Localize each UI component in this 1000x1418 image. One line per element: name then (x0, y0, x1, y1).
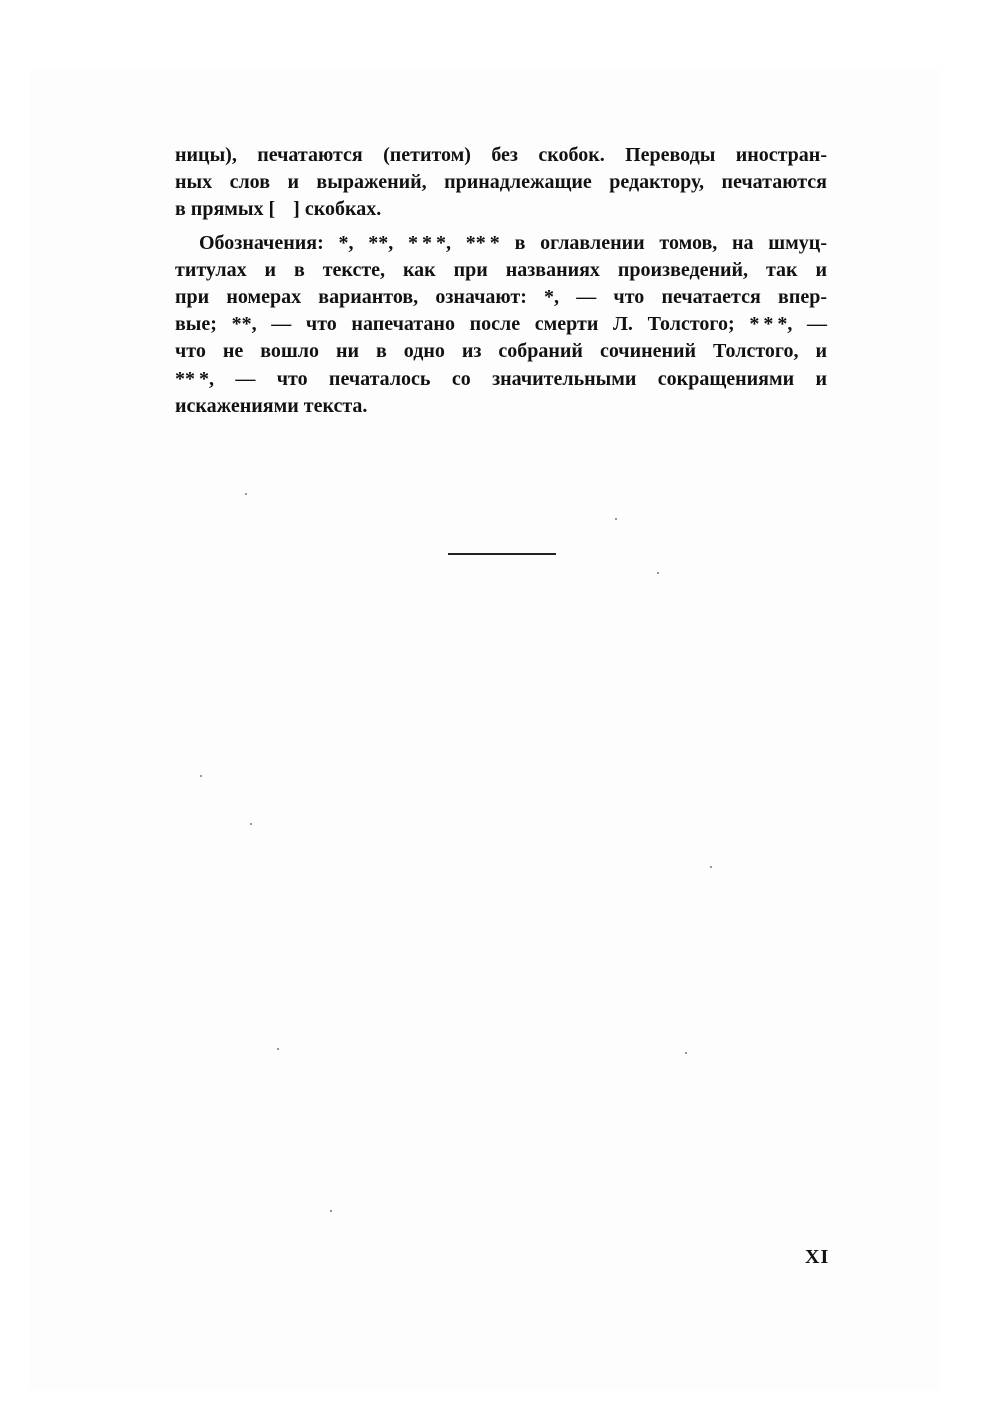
paragraph-editorial-notes (175, 142, 827, 224)
print-speck (615, 518, 617, 520)
print-speck (277, 1048, 279, 1050)
text-line: Обозначения: *, **, * * *, ** * в оглавлении томов, на шмуц- (199, 231, 827, 254)
print-speck (685, 1052, 687, 1054)
section-divider (448, 553, 556, 555)
text-line-start: в прямых [ (175, 198, 276, 221)
print-speck (710, 866, 712, 868)
paragraph-symbols-legend (175, 230, 827, 420)
text-line: искажениями текста. (175, 394, 368, 417)
print-speck (330, 1210, 332, 1212)
text-line: при номерах вариантов, означают: *, — что печатается впер- (175, 286, 827, 309)
body-text (175, 142, 827, 420)
text-line: что не вошло ни в одно из собраний сочинений Толстого, и (175, 340, 827, 363)
print-speck (245, 493, 247, 495)
text-line: ницы), печатаются (петитом) без скобок. Переводы иностран- (175, 144, 827, 166)
print-speck (657, 572, 659, 574)
print-speck (250, 823, 252, 825)
text-line-end: ] скобках. (293, 198, 382, 221)
text-line: ных слов и выражений, принадлежащие редактору, печатаются (175, 171, 827, 194)
text-line: титулах и в тексте, как при названиях произведений, так и (175, 258, 827, 281)
page-number: XI (805, 1246, 830, 1268)
text-line (175, 196, 827, 223)
text-line: вые; **, — что напечатано после смерти Л. Толстого; * * *, — (175, 313, 827, 336)
text-line: ** *, — что печаталось со значительными сокращениями и (175, 367, 827, 390)
print-speck (200, 775, 202, 777)
